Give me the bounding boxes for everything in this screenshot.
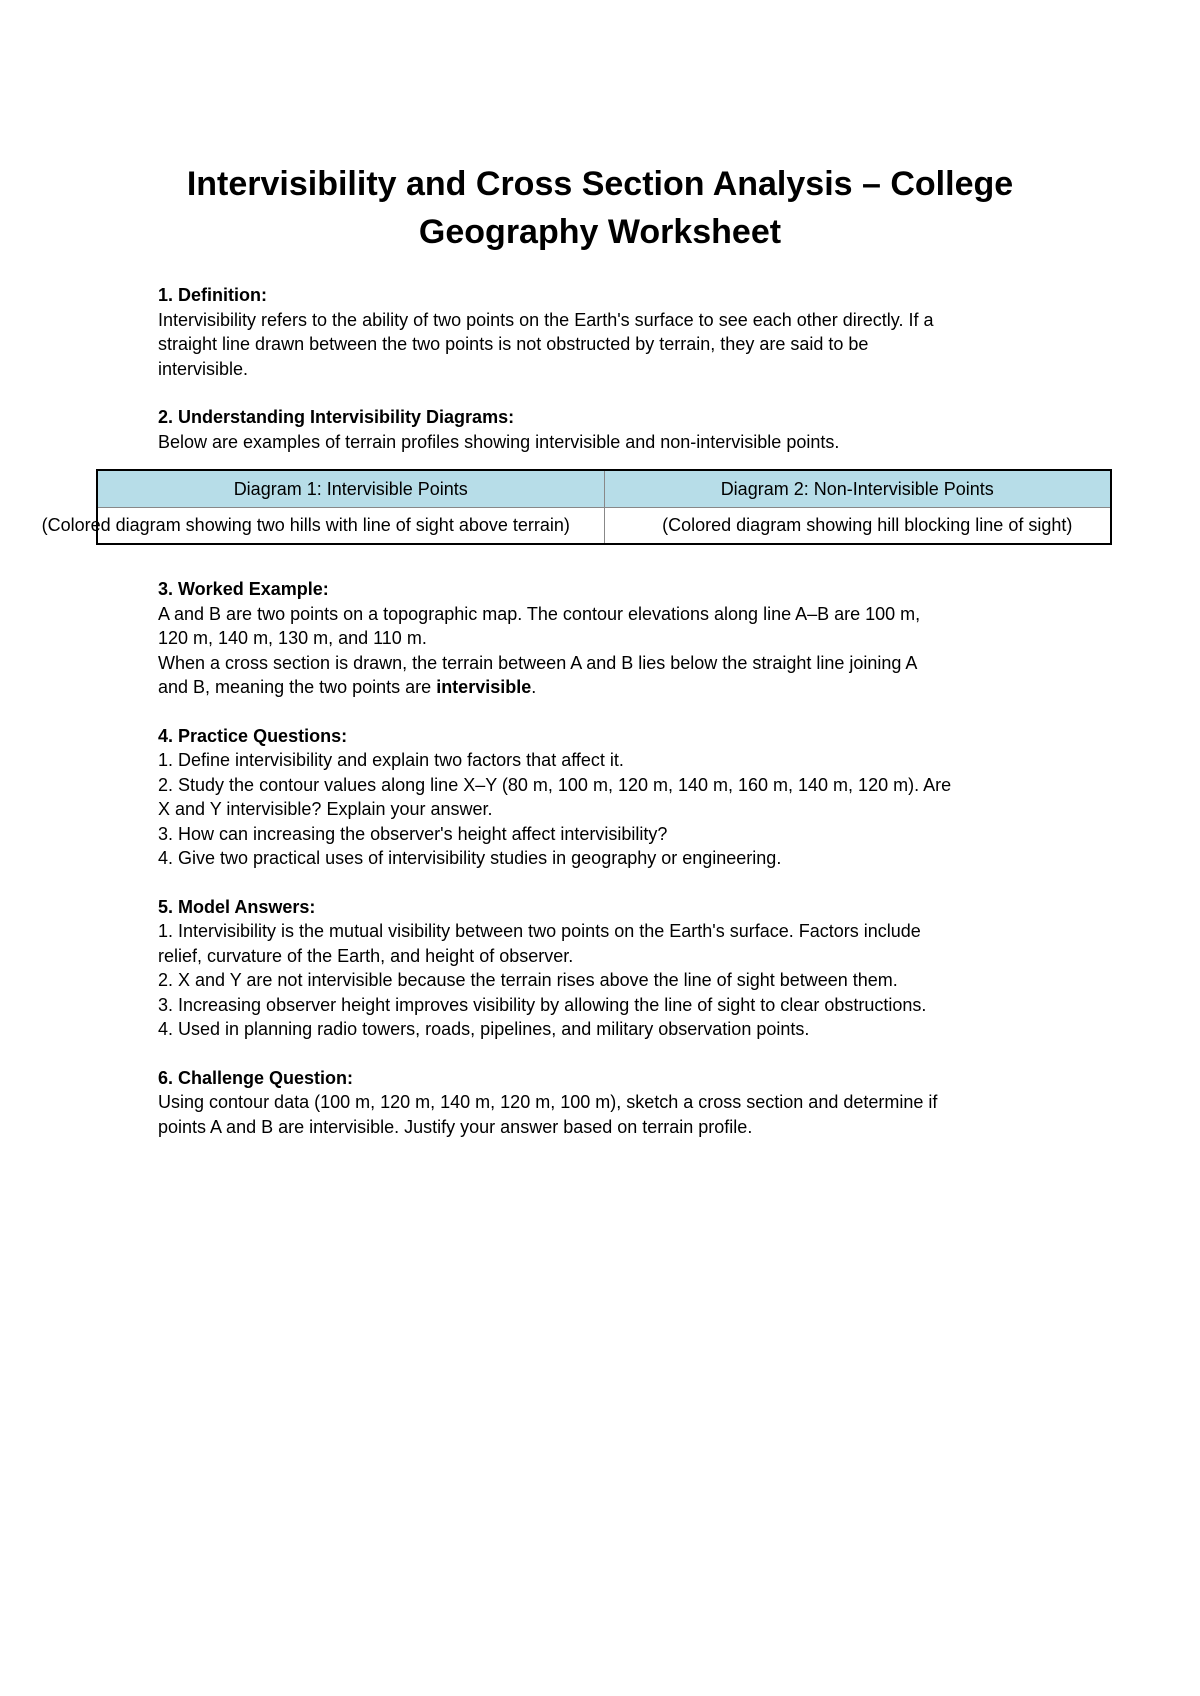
table-header-diagram-2: Diagram 2: Non-Intervisible Points: [604, 470, 1111, 508]
section-challenge-question: [158, 1066, 1068, 1140]
answer-line: 4. Used in planning radio towers, roads, pipelines, and military observation points.: [158, 1019, 810, 1039]
diagram-placeholder-text: (Colored diagram showing hill blocking line of sight): [662, 515, 1073, 535]
section-worked-example: [158, 577, 1068, 700]
answer-line: relief, curvature of the Earth, and height of observer.: [158, 945, 574, 966]
section-heading: 6. Challenge Question:: [158, 1067, 354, 1088]
paragraph-line: straight line drawn between the two points is not obstructed by terrain, they are said to be: [158, 334, 869, 354]
section-diagrams: [158, 405, 1068, 454]
text-fragment: and B, meaning the two points are: [158, 677, 437, 697]
paragraph-line: [158, 675, 1068, 700]
table-header-diagram-1: Diagram 1: Intervisible Points: [97, 470, 604, 508]
table-cell-diagram-1: [41, 508, 604, 545]
table-header-row: [97, 470, 1111, 508]
paragraph-line: 120 m, 140 m, 130 m, and 110 m.: [158, 628, 427, 648]
paragraph-line: points A and B are intervisible. Justify your answer based on terrain profile.: [158, 1116, 753, 1137]
section-heading: 2. Understanding Intervisibility Diagrams:: [158, 407, 515, 427]
table-row: [97, 508, 1111, 545]
emphasis-intervisible: intervisible: [436, 677, 532, 697]
question-line: 4. Give two practical uses of intervisibility studies in geography or engineering.: [158, 848, 782, 868]
page-title: Intervisibility and Cross Section Analysis – College Geography Worksheet: [186, 165, 1014, 251]
section-practice-questions: [158, 724, 1068, 871]
section-model-answers: [158, 895, 1068, 1042]
section-heading: 4. Practice Questions:: [158, 725, 348, 746]
paragraph-line: Intervisibility refers to the ability of two points on the Earth's surface to see each other directly. If a: [158, 309, 934, 330]
question-line: 2. Study the contour values along line X–Y (80 m, 100 m, 120 m, 140 m, 160 m, 140 m, 120 m). Are: [158, 774, 952, 795]
section-heading: 3. Worked Example:: [158, 579, 329, 599]
answer-line: 3. Increasing observer height improves visibility by allowing the line of sight to clear obstructions.: [158, 994, 927, 1015]
question-line: 1. Define intervisibility and explain two factors that affect it.: [158, 750, 624, 770]
paragraph-line: intervisible.: [158, 358, 249, 379]
diagram-table: [41, 469, 1112, 545]
answer-line: 1. Intervisibility is the mutual visibility between two points on the Earth's surface. Factors include: [158, 921, 921, 941]
question-line: 3. How can increasing the observer's height affect intervisibility?: [158, 823, 668, 844]
question-line: X and Y intervisible? Explain your answer.: [158, 799, 493, 819]
section-heading: 5. Model Answers:: [158, 896, 316, 917]
paragraph-line: A and B are two points on a topographic map. The contour elevations along line A–B are 100 m,: [158, 603, 921, 624]
section-definition: [158, 283, 1068, 381]
diagram-placeholder-text: (Colored diagram showing two hills with line of sight above terrain): [41, 515, 570, 535]
paragraph-line: Below are examples of terrain profiles showing intervisible and non-intervisible points.: [158, 431, 840, 452]
answer-line: 2. X and Y are not intervisible because the terrain rises above the line of sight between them.: [158, 970, 898, 990]
paragraph-line: Using contour data (100 m, 120 m, 140 m, 120 m, 100 m), sketch a cross section and determine if: [158, 1092, 938, 1112]
section-heading: 1. Definition:: [158, 285, 267, 305]
worksheet-content: [158, 283, 1068, 1163]
paragraph-line: When a cross section is drawn, the terrain between A and B lies below the straight line joining A: [158, 652, 918, 673]
text-fragment: .: [531, 677, 537, 697]
table-cell-diagram-2: [604, 508, 1111, 545]
